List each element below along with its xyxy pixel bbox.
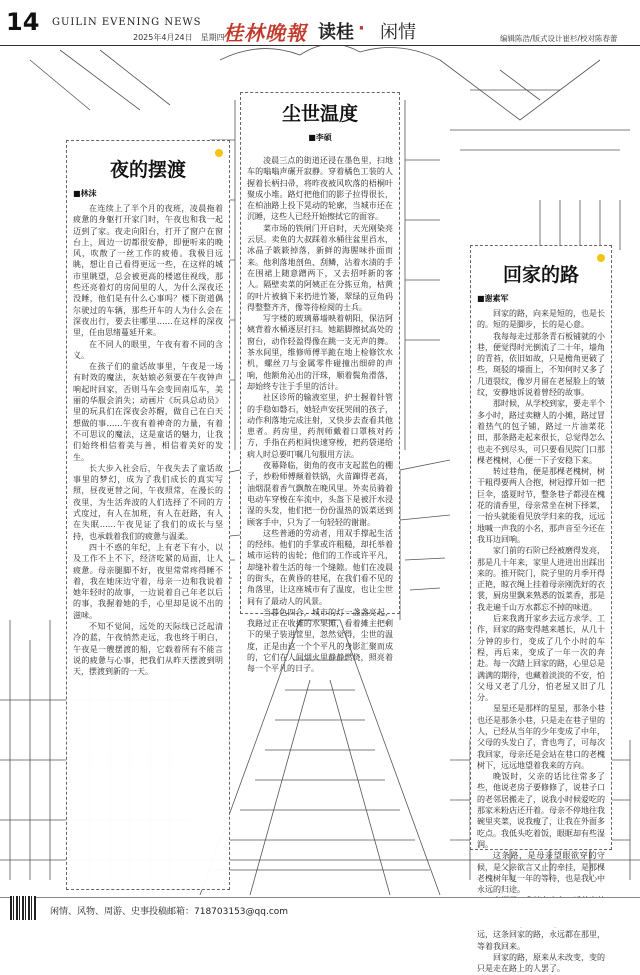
editor-credits: 编辑陈浩/版式设计崔杉/校对陈春蕾 xyxy=(500,34,618,43)
page-header xyxy=(0,0,640,46)
article-author: ■谢素军 xyxy=(477,294,509,303)
article-paragraph: 星星还是那样的星星，那条小巷也还是那条小巷，只是走在巷子里的人，已经从当年的少年变成了中年，父母的头发白了，背也弯了，可每次我回家，母亲还是会站在巷口的老槐树下，远远地望着我来的方向。 xyxy=(477,704,605,770)
article-paragraph: 转过巷角，便是那棵老槐树，树干粗得要两人合抱，树冠撑开如一把巨伞，盛夏时节，整条巷子都浸在槐花的清香里，母亲常坐在树下择菜，一抬头就能看见放学归来的我，远远地喊一声我的小名，那声音至今还在我耳边回响。 xyxy=(477,467,605,544)
article-body xyxy=(73,203,223,677)
page-number: 14 xyxy=(6,8,40,36)
article-body xyxy=(247,155,393,675)
article-paragraph: 在连续上了半个月的夜班，凌晨拖着疲惫的身躯打开家门时，午夜也和我一起迈到了家。夜走向阳台，打开了窗户在窗台上，周边一切都很安静，即便听来的晚风，吹散了一丝工作的疲倦。我极目远眺，想让自己看得更远一些，在这样的城市里眺望，总会被更高的楼遮住视线，那些还亮着灯的房间里的人，为什么深夜还没睡，他们是有什么心事吗？楼下街道偶尔驶过的车辆，那些开车的人为什么会在深夜出行，要去往哪里……在这样的深夜里，任由思绪蔓延开来。 xyxy=(73,204,223,338)
brand-logo: 桂林晚報 xyxy=(223,21,307,45)
article-paragraph: 回家的路，向来是短的，也是长的。短的是脚步，长的是心意。 xyxy=(477,309,605,330)
barcode-icon xyxy=(10,896,36,920)
article-middle xyxy=(240,92,400,674)
article-paragraph: 夜幕降临，街角的夜市支起蓝色的棚子，炒粉师傅颠着铁锅，火苗蹿得老高，油烟混着香气飘散在晚风里。外卖员骑着电动车穿梭在车流中，头盔下是被汗水浸湿的头发，他们把一份份温热的饭菜送到顾客手中，只为了一句轻轻的谢谢。 xyxy=(247,461,393,527)
article-author: ■李硕 xyxy=(308,133,332,142)
article-right xyxy=(470,245,612,974)
article-paragraph: 回家的路，原来从未改变，变的只是走在路上的人罢了。 xyxy=(477,952,605,974)
yellow-dot-icon xyxy=(215,149,223,157)
page-footer xyxy=(0,897,640,927)
issue-date: 2025年4月24日 星期四 xyxy=(133,33,225,42)
article-paragraph: 远，这条回家的路，永远都在那里，等着我回来。 xyxy=(477,930,605,951)
article-paragraph: 家门前的石阶已经被磨得发亮，那是几十年来，家里人进进出出踩出来的。推开院门，院子里的月季开得正艳，晾衣绳上挂着母亲刚洗好的衣裳，厨房里飘来熟悉的饭菜香，那是我走遍千山万水都忘不掉的味道。 xyxy=(477,546,605,612)
article-paragraph: 在不同人的眼里，午夜有着不同的含义。 xyxy=(73,339,223,360)
article-paragraph: 晚饭时，父亲的话比往常多了些，他说老房子要修修了，说巷子口的老邻居搬走了，说我小时候爱吃的那家米粉店还开着。母亲不停地往我碗里夹菜，说我瘦了，让我在外面多吃点。我低头吃着饭，眼眶却有些湿润。 xyxy=(477,772,605,849)
article-paragraph: 菜市场的铁闸门开启时，天光刚染亮云层。卖鱼的大叔踩着水桶往盆里舀水，冰晶子簌簌掉落，新鲜的海腥味扑面而来。他利落地剖鱼、刮鳞，沾着水渍的手在围裙上随意蹭两下，又去招呼新的客人。隔壁卖菜的阿姨正在分拣豆角，枯黄的叶片被摘下来扔进竹篓，翠绿的豆角码得整整齐齐，像等待检阅的士兵。 xyxy=(247,223,393,312)
section-dot: · xyxy=(358,18,365,39)
article-body xyxy=(477,308,605,975)
article-paragraph: 后来我离开家乡去远方求学、工作，回家的路变得越来越长，从几十分钟的步行，变成了几个小时的车程，再后来，变成了一年一次的奔赴。每一次踏上回家的路，心里总是满满的期待，也藏着淡淡的不安，怕父母又老了几分，怕老屋又旧了几分。 xyxy=(477,614,605,703)
section-name-sub: 闲情 xyxy=(380,22,416,43)
article-paragraph: 凌晨三点的街道还浸在墨色里，扫地车的嗡嗡声碾开寂静。穿着橘色工装的人握着长柄扫帚，将昨夜被风吹落的梧桐叶聚成小堆。路灯把他们的影子拉得很长，在柏油路上投下晃动的轮廓，当城市还在沉睡，这些人已经开始擦拭它的面容。 xyxy=(247,156,393,222)
article-paragraph: 当暮色四合，城市的灯一盏盏亮起，我路过正在收摊的水果摊，看着摊主把剩下的果子装进筐里，忽然觉得，尘世的温度，正是由这一个个平凡的身影汇聚而成的，它们在人间烟火里静静燃烧，照亮着每一个平凡的日子。 xyxy=(247,607,393,674)
article-paragraph: 社区诊所的输液室里，护士握着针管的手稳如磐石，她轻声安抚哭闹的孩子，动作利落地完成注射，又快步去查看其他患者。药房里，药剂师戴着口罩核对药方，手指在药柜间快速穿梭，把药袋递给病人时总要叮嘱几句服用方法。 xyxy=(247,393,393,459)
yellow-dot-icon xyxy=(597,254,605,262)
article-left xyxy=(66,140,230,890)
submission-email: 闲情、风物、周游、史事投稿邮箱：718703153@qq.com xyxy=(50,907,289,917)
article-title: 尘世温度 xyxy=(281,103,358,125)
article-paragraph: 我每每走过那条青石板铺就的小巷，便觉得时光倒流了二十年，墙角的青苔，依旧如故，只是檐角更破了些，斑驳的墙面上，不知何时又多了几道裂纹，像岁月留在老屋脸上的皱纹，安静地诉说着曾经的故事。 xyxy=(477,331,605,398)
article-paragraph: 长大步入社会后，午夜失去了童话故事里的梦幻，成为了我们成长的真实写照，昼夜更替之间，午夜照常，在漫长的夜里，为生活奔波的人们选择了不同的方式度过，有人在加班，有人在赶路，有人在失眠……午夜见证了我们的成长与坚持，也承载着我们的疲惫与温柔。 xyxy=(73,463,223,541)
article-author: ■林沫 xyxy=(73,189,97,198)
article-paragraph: 那时候，从学校到家，要走半个多小时，路过卖糖人的小摊，路过冒着热气的包子铺，路过一片油菜花田，那条路走起来很长，总觉得怎么也走不到尽头，可只要看见院门口那棵老槐树，心便一下子安稳下来。 xyxy=(477,399,605,465)
article-paragraph: 四十不惑的年纪，上有老下有小，以及工作不上不下，经济吃紧的局面，让人疲惫。母亲腿脚不好，夜里常常疼得睡不着，我在她床边守着，母亲一边和我说着她年轻时的故事，一边说着自己年老以后的事，我握着她的手，心里却是说不出的滋味。 xyxy=(73,542,223,620)
article-paragraph: 这些普通的劳动者，用双手撑起生活的经纬。他们的手掌或许粗糙，却托举着城市运转的齿轮；他们的工作或许平凡，却缝补着生活的每一个缝隙。他们在凌晨的街头，在黄昏的巷尾，在我们看不见的角落里，让这座城市有了温度，也让尘世间有了最动人的风景。 xyxy=(247,528,393,606)
article-title: 夜的摆渡 xyxy=(109,159,186,181)
article-paragraph: 写字楼的玻璃幕墙映着朝阳，保洁阿姨背着水桶逐层打扫。她踮脚擦拭高处的窗台，动作轻盈得像在跳一支无声的舞。茶水间里，维修师傅半跪在地上检修饮水机，螺丝刀与金属零件碰撞出细碎的声响，他额角沁出的汗珠，顺着鬓角滑落，却始终专注于手里的活计。 xyxy=(247,314,393,391)
article-title: 回家的路 xyxy=(502,264,579,286)
section-name-main: 读桂 xyxy=(318,22,354,43)
article-paragraph: 在孩子们的童话故事里，午夜是一场有时效的魔法，灰姑娘必须要在午夜钟声响起时回家，否则马车会变回南瓜车，美丽的华服会消失；动画片《玩具总动员》里的玩具们在深夜会苏醒，做自己在白天想做的事……午夜有着神奇的力量，有着不可思议的魔法，这是童话的魅力，让我们始终相信着美与善，相信着美好的发生。 xyxy=(73,362,223,462)
article-paragraph: 这条路，是母亲望眼欲穿的守候，是父亲欲言又止的牵挂，是那棵老槐树年复一年的等待，也是我心中永远的归途。 xyxy=(477,851,605,895)
article-paragraph: 不知不觉间，远处的天际线已泛起清冷的蓝，午夜悄然走远，我也终于明白，午夜是一艘摆渡的船，它载着所有不能言说的疲惫与心事，把我们从昨天摆渡到明天，摆渡到新的一天。 xyxy=(73,621,223,677)
newspaper-name: GUILIN EVENING NEWS xyxy=(52,17,202,28)
